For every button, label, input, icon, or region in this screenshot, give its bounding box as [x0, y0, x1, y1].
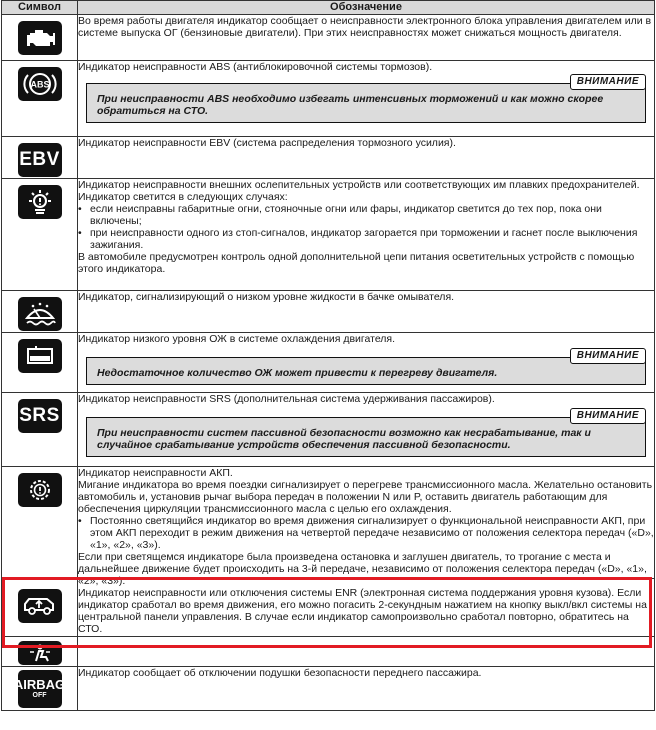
header-symbol: Символ: [2, 1, 78, 15]
warning-box: [86, 350, 646, 385]
table-row: [2, 179, 655, 291]
row-text-block: [78, 467, 654, 587]
ebv-icon: EBV: [18, 143, 62, 177]
warning-label: ВНИМАНИЕ: [570, 408, 646, 424]
table-row: [2, 137, 655, 179]
transmission-fault-icon: [18, 473, 62, 507]
warning-label: ВНИМАНИЕ: [570, 74, 646, 90]
bullet-item: • при неисправности одного из стоп-сигналов, индикатор загорается при торможении и гаснет после выключения зажигания.: [78, 227, 654, 251]
row-text: Индикатор неисправности ABS (антиблокировочной системы тормозов).: [78, 61, 433, 73]
svg-text:ABS: ABS: [29, 79, 50, 90]
srs-icon: SRS: [18, 399, 62, 433]
indicator-table: [1, 0, 655, 711]
row-text: Индикатор низкого уровня ОЖ в системе охлаждения двигателя.: [78, 333, 396, 345]
table-row: [2, 15, 655, 61]
table-row: [2, 333, 655, 393]
washer-fluid-icon: [18, 297, 62, 331]
enr-vehicle-icon: [18, 589, 62, 623]
table-row: [2, 637, 655, 667]
row-text: Индикатор неисправности АКП.: [78, 467, 233, 479]
warning-text: При неисправности ABS необходимо избегать интенсивных торможений и как можно скорее обратиться на СТО.: [86, 83, 646, 123]
header-meaning: Обозначение: [78, 1, 655, 15]
abs-icon: [18, 67, 62, 101]
passenger-seat-icon: [18, 641, 62, 665]
table-row: [2, 61, 655, 137]
warning-box: [86, 76, 646, 123]
exterior-lights-fault-icon: [18, 185, 62, 219]
row-text: В автомобиле предусмотрен контроль одной дополнительной цепи питания осветительных устройств с помощью этого индикатора.: [78, 251, 635, 275]
airbag-off-icon: AIRBAG OFF: [18, 670, 62, 708]
table-row: [2, 291, 655, 333]
row-text: Индикатор, сигнализирующий о низком уровне жидкости в бачке омывателя.: [78, 291, 655, 333]
bullet-item: • если неисправны габаритные огни, стояночные огни или фары, индикатор светится до тех пор, пока они включены;: [78, 203, 654, 227]
row-text: Индикатор неисправности или отключения системы ENR (электронная система поддержания уровня кузова). Если индикатор сработал во время движения, его можно погасить 2-секундным нажатием на кнопку выкл/вкл системы на центральной панели управления. В случае если индикатор самопроизвольно сработал повторно, обратитесь на СТО.: [78, 579, 655, 637]
table-header-row: [2, 1, 655, 15]
table-row: [2, 579, 655, 637]
table-row: [2, 667, 655, 711]
row-text: Индикатор неисправности SRS (дополнительная система удерживания пассажиров).: [78, 393, 495, 405]
warning-label: ВНИМАНИЕ: [570, 348, 646, 364]
row-text: Если при светящемся индикаторе была произведена остановка и заглушен двигатель, то трогание с места и дальнейшее движение будет происходить на 3-й передаче, независимо от положения селектора передач («D», «1», «2», «3»).: [78, 551, 647, 587]
row-text: Во время работы двигателя индикатор сообщает о неисправности электронного блока управления двигателем или в системе выпуска ОГ (бензиновые двигатели). При этих неисправностях может снижаться мощность двигателя.: [78, 15, 655, 61]
warning-text: При неисправности систем пассивной безопасности возможно как несрабатывание, так и случайное срабатывание устройств обеспечения пассивной безопасности.: [86, 417, 646, 457]
warning-text: Недостаточное количество ОЖ может привести к перегреву двигателя.: [86, 357, 646, 385]
check-engine-icon: [18, 21, 62, 55]
bullet-item: • Постоянно светящийся индикатор во время движения сигнализирует о функциональной неисправности АКП, при этом АКП переходит в режим движения на четвертой передаче независимо от положения селектора передач («D», «1», «2», «3»).: [78, 515, 654, 551]
row-text: Мигание индикатора во время поездки сигнализирует о перегреве трансмиссионного масла. Желательно остановить автомобиль и, установив рычаг выбора передач в положении N или P, оставить двигатель работающим для обеспечения циркуляции трансмиссионного масла с целью его охлаждения.: [78, 479, 653, 515]
coolant-level-icon: [18, 339, 62, 373]
row-text: [78, 637, 655, 667]
row-text: Индикатор сообщает об отключении подушки безопасности переднего пассажира.: [78, 667, 655, 711]
row-text: Индикатор неисправности EBV (система распределения тормозного усилия).: [78, 137, 655, 179]
table-row: [2, 467, 655, 579]
warning-box: [86, 410, 646, 457]
row-text: Индикатор неисправности внешних ослепительных устройств или соответствующих им плавких предохранителей.: [78, 179, 640, 191]
row-text: Индикатор светится в следующих случаях:: [78, 191, 288, 203]
table-row: [2, 393, 655, 467]
